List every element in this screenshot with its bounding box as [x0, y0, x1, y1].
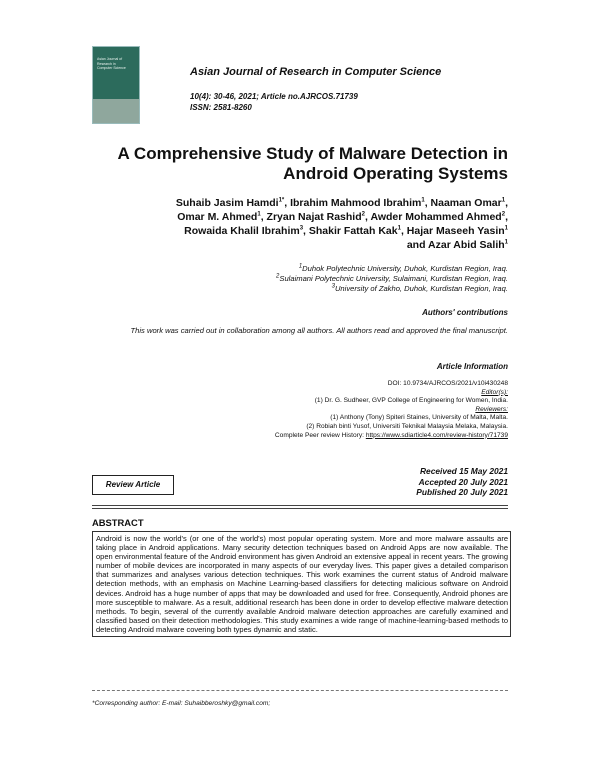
journal-cover-image: [92, 46, 140, 124]
divider: [92, 505, 508, 506]
author-list: Suhaib Jasim Hamdi$^{1*}$, Ibrahim Mahmood Ibrahim$^1$, Naaman Omar$^1$, Omar M. Ahmed$^1$, Zryan Najat Rashid$^2$, Awder Mohammed Ahmed$^2$, Rowaida Khalil Ibrahim$^3$, Shakir Fattah Kak$^1$, Hajar Maseeh Yasin$^1$ and Azar Abid Salih$^1$: [175, 197, 508, 251]
journal-issn: ISSN: 2581-8260: [190, 103, 252, 112]
corresponding-author-footnote: *Corresponding author: E-mail: Suhaibberoshky@gmail.com;: [92, 700, 271, 707]
journal-volume: 10(4): 30-46, 2021; Article no.AJRCOS.71739: [190, 92, 358, 101]
author-name: Ibrahim Mahmood Ibrahim: [290, 197, 422, 209]
author-name: Zryan Najat Rashid: [266, 211, 362, 223]
abstract-text: Android is now the world's (or one of the world's) most popular operating system. More and more malware assaults are taking place in Android applications. Many security detection techniques based on Android Apps are now available. The open environmental feature of the Android environment has given Android an extensive appeal in recent years. The growing number of mobile devices are incorporated in many aspects of our everyday lives. This paper gives a detailed comparison that summarizes and analyses various detection techniques. This work examines the current status of Android malware detection methods, with an emphasis on Machine Learning-based classifiers for detecting malicious software on Android devices. Android has a huge number of apps that may be downloaded and used for free. Consequently, Android phones are more susceptible to malware. As a result, additional research has been done in order to develop effective malware detection methods. To begin, several of the currently available Android malware detection approaches are carefully examined and classified based on their detection methodologies. This study examines a wide range of machine-learning-based methods to detecting Android malware covering both types dynamic and static.: [92, 531, 511, 637]
article-info: [68, 380, 508, 440]
article-info-heading: Article Information: [436, 362, 508, 371]
affiliation: University of Zakho, Duhok, Kurdistan Region, Iraq.: [334, 284, 508, 293]
doi: DOI: 10.9734/AJRCOS/2021/v10i430248: [387, 380, 508, 387]
editor-label: Editor(s):: [481, 388, 508, 396]
cover-lower-panel: [93, 99, 139, 123]
affiliations: $^1$Duhok Polytechnic University, Duhok, Kurdistan Region, Iraq. $^2$Sulaimani Polytechnic University, Sulaimani, Kurdistan Region, Iraq. $^3$University of Zakho, Duhok, Kurdistan Region, Iraq.: [276, 263, 508, 293]
received-date: Received 15 May 2021: [420, 466, 508, 476]
history-label: Complete Peer review History:: [274, 431, 366, 439]
author-name: Awder Mohammed Ahmed: [370, 211, 502, 223]
contributions-heading: Authors' contributions: [422, 308, 508, 317]
author-name: and Azar Abid Salih: [406, 239, 505, 251]
reviewers-label: Reviewers:: [475, 405, 508, 413]
accepted-date: Accepted 20 July 2021: [418, 476, 508, 487]
affiliation: Sulaimani Polytechnic University, Sulaimani, Kurdistan Region, Iraq.: [279, 274, 508, 283]
paper-title: A Comprehensive Study of Malware Detection in Android Operating Systems: [117, 144, 508, 183]
published-date: Published 20 July 2021: [416, 487, 508, 497]
contributions-text: This work was carried out in collaboration among all authors. All authors read and approved the final manuscript.: [130, 326, 508, 335]
reviewer: (2) Robiah binti Yusof, Universiti Teknikal Malaysia Melaka, Malaysia.: [306, 422, 508, 430]
publication-dates: [416, 466, 508, 498]
editor: (1) Dr. G. Sudheer, GVP College of Engineering for Women, India.: [314, 397, 508, 405]
author-name: Suhaib Jasim Hamdi: [175, 197, 279, 209]
author-name: Rowaida Khalil Ibrahim: [184, 225, 300, 237]
author-name: Naaman Omar: [430, 197, 502, 209]
affiliation: Duhok Polytechnic University, Duhok, Kurdistan Region, Iraq.: [302, 264, 508, 273]
abstract-heading: ABSTRACT: [92, 517, 144, 528]
author-name: Hajar Maseeh Yasin: [406, 225, 505, 237]
reviewer: (1) Anthony (Tony) Spiteri Staines, University of Malta, Malta.: [330, 414, 508, 422]
author-name: Shakir Fattah Kak: [308, 225, 398, 237]
cover-title: Asian Journal of Research in Computer Science: [97, 57, 126, 70]
review-history-link[interactable]: https://www.sdiarticle4.com/review-history/71739: [365, 431, 508, 439]
journal-name: Asian Journal of Research in Computer Science: [190, 66, 442, 78]
footnote-divider: [92, 690, 508, 691]
divider: [92, 508, 508, 509]
author-name: Omar M. Ahmed: [177, 211, 258, 223]
article-type-badge: Review Article: [92, 475, 174, 495]
